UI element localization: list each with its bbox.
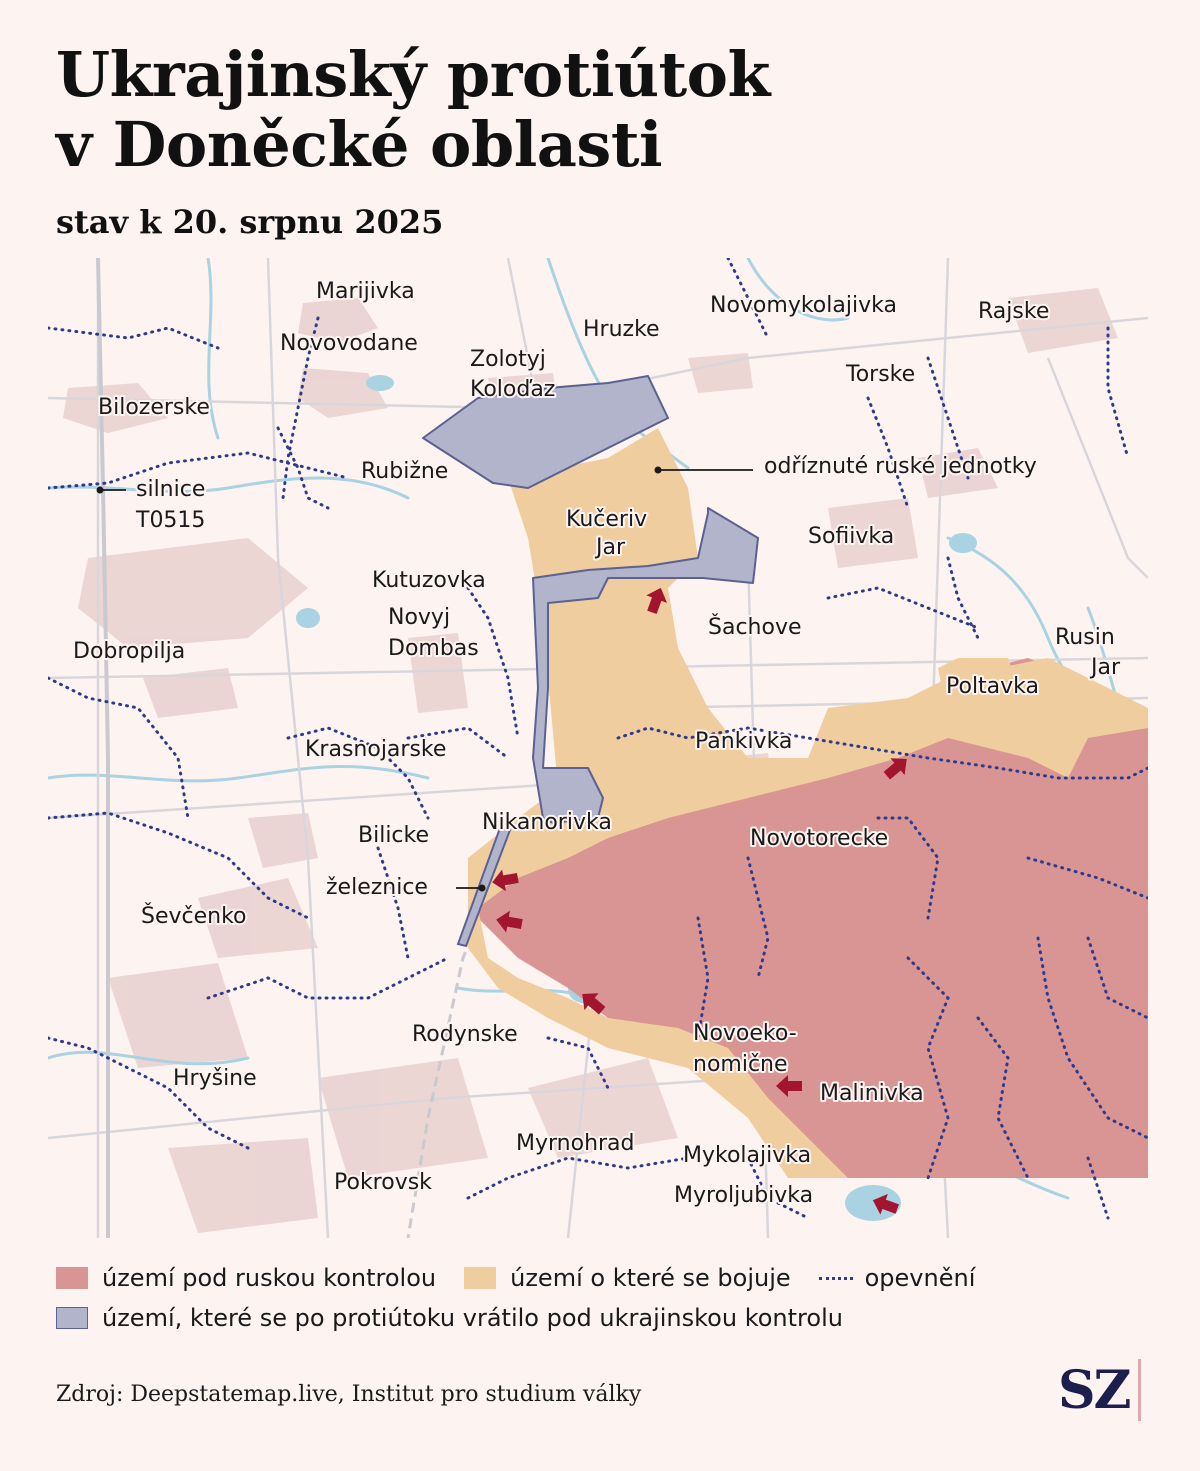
annotation-road-1: silnice — [136, 477, 206, 502]
label-bilicke: Bilicke — [358, 823, 430, 848]
legend-swatch-fortifications — [819, 1277, 853, 1280]
title-line-2: v Doněcké oblasti — [56, 108, 663, 181]
label-poltavka: Poltavka — [946, 674, 1040, 699]
annotation-road-2: T0515 — [136, 508, 206, 533]
source-note: Zdroj: Deepstatemap.live, Institut pro studium války — [56, 1382, 642, 1407]
label-kuceriv-1: Kučeriv — [566, 507, 648, 532]
railway-marker — [479, 885, 486, 892]
legend-item-fortifications — [819, 1264, 976, 1292]
label-rusin-1: Rusin — [1055, 625, 1115, 650]
annotation-railway: železnice — [326, 875, 428, 900]
legend-item-russian — [56, 1264, 436, 1292]
label-torske: Torske — [846, 362, 916, 387]
label-rodynske: Rodynske — [412, 1022, 518, 1047]
label-novovodane: Novovodane — [280, 331, 418, 356]
label-nikanorivka: Nikanorivka — [482, 810, 612, 835]
label-hrysine: Hryšine — [173, 1066, 257, 1091]
legend-swatch-russian — [56, 1267, 88, 1289]
label-rajske: Rajske — [978, 299, 1050, 324]
road-t0515-marker — [97, 487, 104, 494]
label-bilozerske: Bilozerske — [98, 395, 210, 420]
title-line-1: Ukrajinský protiútok — [56, 38, 770, 111]
label-novoeko-1: Novoeko- — [693, 1021, 797, 1046]
label-rusin-2: Jar — [1091, 655, 1121, 680]
label-krasnojarske: Krasnojarske — [305, 737, 447, 762]
legend — [56, 1258, 1156, 1338]
label-dobropilja: Dobropilja — [73, 639, 186, 664]
sz-logo — [1058, 1358, 1141, 1422]
label-zolotyj-2: Koloďaz — [470, 377, 556, 402]
logo-text: SZ — [1058, 1359, 1130, 1421]
map-area — [48, 258, 1148, 1238]
map-title — [56, 40, 770, 180]
label-marijivka: Marijivka — [316, 279, 415, 304]
label-kuceriv-2: Jar — [596, 535, 626, 560]
label-novotorecke: Novotorecke — [750, 826, 889, 851]
legend-label-fortifications: opevnění — [864, 1264, 976, 1292]
label-mykolajivka: Mykolajivka — [683, 1143, 812, 1168]
legend-swatch-contested — [464, 1267, 496, 1289]
label-novomykolajivka: Novomykolajivka — [710, 293, 897, 318]
legend-label-contested: území o které se bojuje — [510, 1264, 791, 1292]
legend-row-2 — [56, 1298, 1156, 1338]
legend-item-recaptured — [56, 1304, 843, 1332]
label-sofiivka: Sofiivka — [808, 524, 895, 549]
label-novyj-2: Dombas — [388, 636, 479, 661]
label-myroljubivka: Myroljubivka — [674, 1183, 814, 1208]
label-rubizne: Rubižne — [361, 459, 449, 484]
annotation-cut-off-units: odříznuté ruské jednotky — [764, 454, 1037, 479]
label-hruzke: Hruzke — [583, 317, 660, 342]
legend-row-1 — [56, 1258, 1156, 1298]
label-malinivka: Malinivka — [820, 1081, 924, 1106]
label-sevcenko: Ševčenko — [141, 904, 247, 929]
label-novoeko-2: nomične — [693, 1052, 788, 1077]
label-novyj-1: Novyj — [388, 605, 451, 630]
label-myrnohrad: Myrnohrad — [516, 1131, 635, 1156]
map-subtitle: stav k 20. srpnu 2025 — [56, 203, 444, 241]
label-kutuzovka: Kutuzovka — [372, 568, 486, 593]
cut-off-units-marker — [655, 467, 662, 474]
legend-item-contested — [464, 1264, 791, 1292]
label-pokrovsk: Pokrovsk — [334, 1170, 432, 1195]
label-pankivka: Pankivka — [695, 729, 793, 754]
logo-bar — [1138, 1359, 1141, 1421]
label-zolotyj-1: Zolotyj — [470, 347, 546, 372]
legend-label-russian: území pod ruskou kontrolou — [102, 1264, 437, 1292]
legend-swatch-recaptured — [56, 1307, 88, 1329]
legend-label-recaptured: území, které se po protiútoku vrátilo pod ukrajinskou kontrolu — [102, 1304, 843, 1332]
label-sachove: Šachove — [708, 615, 802, 640]
